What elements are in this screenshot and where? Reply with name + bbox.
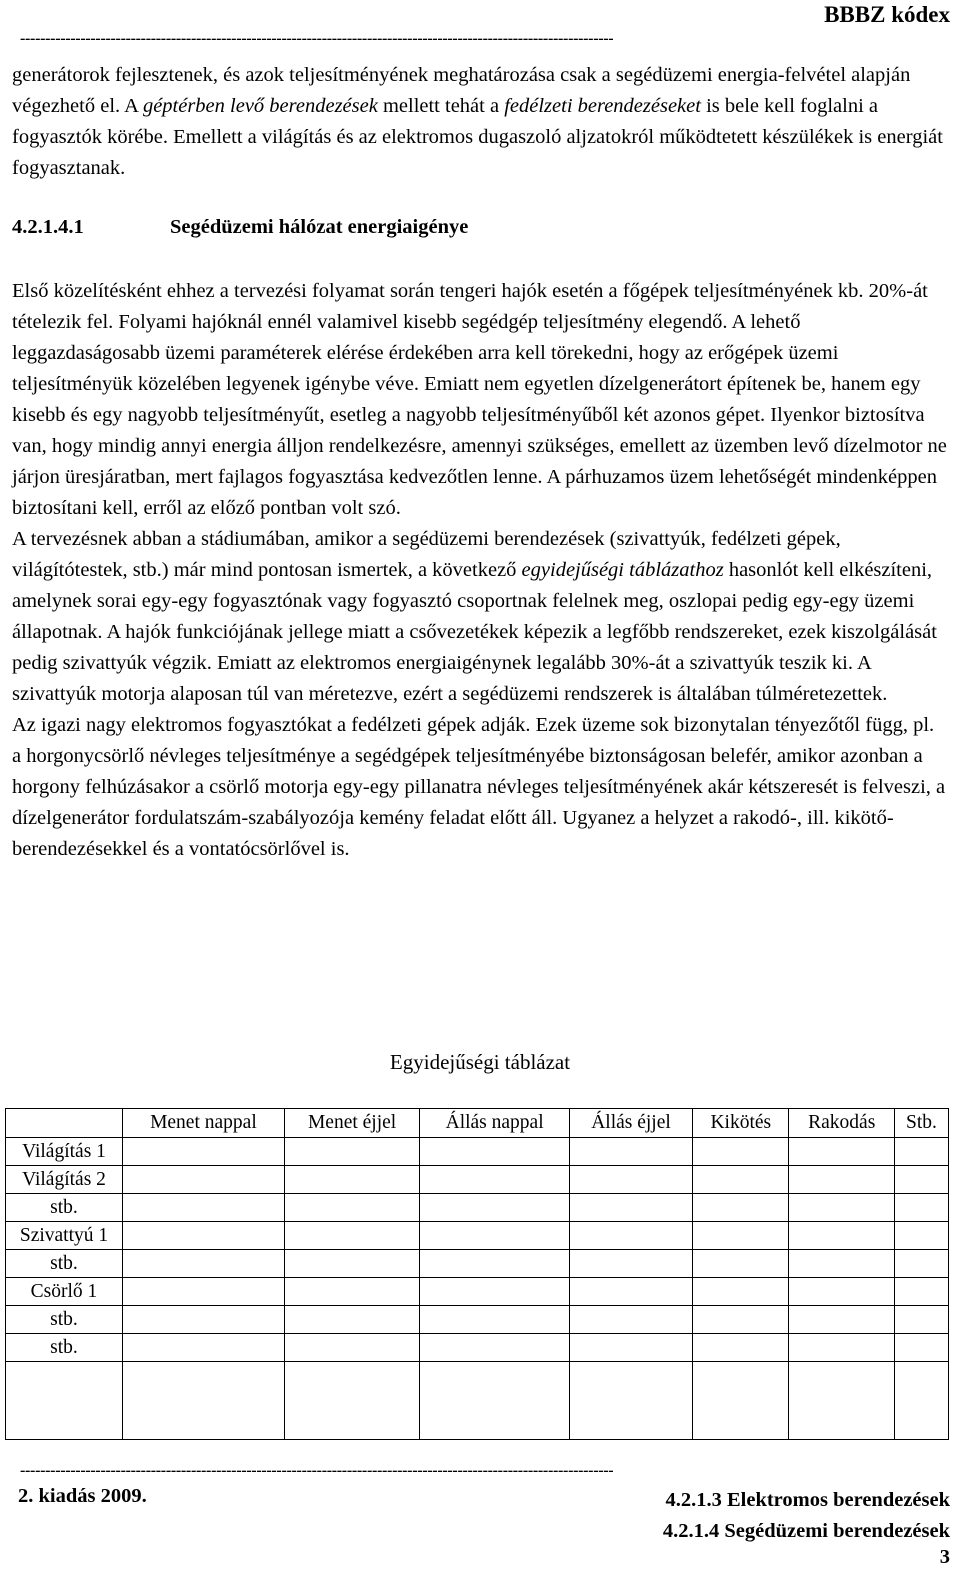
- intro-paragraph: [12, 60, 948, 184]
- table-cell: [420, 1334, 569, 1362]
- table-row: [6, 1166, 949, 1194]
- table-cell: [895, 1362, 949, 1440]
- table-cell: [420, 1166, 569, 1194]
- emphasized-text: géptérben levő berendezések: [142, 95, 378, 117]
- table-cell: [693, 1250, 789, 1278]
- table-cell: [693, 1334, 789, 1362]
- footer-section-2: 4.2.1.4 Segédüzemi berendezések: [662, 1520, 950, 1542]
- table-row: [6, 1138, 949, 1166]
- table-cell: [569, 1306, 692, 1334]
- body-text: [12, 276, 948, 865]
- table-cell: [789, 1306, 895, 1334]
- table-cell: [284, 1334, 420, 1362]
- table-cell: [420, 1306, 569, 1334]
- table-column-header: Kikötés: [693, 1109, 789, 1138]
- section-heading: [12, 216, 468, 239]
- table-cell: [895, 1306, 949, 1334]
- table-cell: [284, 1222, 420, 1250]
- table-cell: [569, 1166, 692, 1194]
- table-header-row: [6, 1109, 949, 1138]
- table-row-label: Világítás 1: [6, 1138, 123, 1166]
- table-cell: [569, 1362, 692, 1440]
- intro-paragraph: [12, 60, 948, 184]
- table-cell: [789, 1194, 895, 1222]
- table-row: [6, 1334, 949, 1362]
- table-row: [6, 1250, 949, 1278]
- table-row-label: Világítás 2: [6, 1166, 123, 1194]
- table-row: [6, 1194, 949, 1222]
- table-cell: [420, 1194, 569, 1222]
- table-cell: [123, 1138, 285, 1166]
- section-title: Segédüzemi hálózat energiaigénye: [170, 216, 469, 238]
- table-cell: [895, 1138, 949, 1166]
- table-cell: [789, 1138, 895, 1166]
- table-cell: [789, 1334, 895, 1362]
- table-title: Egyidejűségi táblázat: [389, 1050, 571, 1074]
- document-code: BBBZ kódex: [824, 2, 950, 27]
- footer-section-1: 4.2.1.3 Elektromos berendezések: [665, 1489, 950, 1511]
- table-row-label: Szivattyú 1: [6, 1222, 123, 1250]
- table-column-header: Állás éjjel: [569, 1109, 692, 1138]
- table-row-label: stb.: [6, 1306, 123, 1334]
- table-cell: [123, 1250, 285, 1278]
- table-cell: [420, 1138, 569, 1166]
- table-cell: [789, 1278, 895, 1306]
- table-cell: [420, 1362, 569, 1440]
- table-row: [6, 1278, 949, 1306]
- edition-label: 2. kiadás 2009.: [18, 1485, 147, 1507]
- table-cell: [569, 1334, 692, 1362]
- text-run: generátorok fejlesztenek, és azok teljesítményének meghatározása csak a segédüzemi energia-felvétel alapján végezhető el. A: [12, 64, 911, 117]
- text-run: Az igazi nagy elektromos fogyasztókat a fedélzeti gépek adják. Ezek üzeme sok bizonytalan tényezőtől függ, pl. a horgonycsörlő névleges teljesítménye a segédgépek teljesítményébe biztonságosan belefér, amikor azonban a horgony felhúzásakor a csörlő motorja egy-egy pillanatra névleges teljesítményének akár kétszeresét is felveszi, a dízelgenerátor fordulatszám-szabályozója kemény feladat előtt áll. Ugyanez a helyzet a rakodó-, ill. kikötő-berendezésekkel és a vontatócsörlővel is.: [12, 714, 946, 860]
- emphasized-text: fedélzeti berendezéseket: [504, 95, 701, 117]
- text-run: hasonlót kell elkészíteni, amelynek sorai egy-egy fogyasztónak vagy fogyasztó csoportnak felelnek meg, oszlopai pedig egy-egy üzemi állapotnak. A hajók funkciójának jellege miatt a csővezetékek képezik a legfőbb rendszereket, ezek kiszolgálását pedig szivattyúk végzik. Emiatt az elektromos energiaigénynek legalább 30%-át a szivattyúk teszik ki. A szivattyúk motorja alaposan túl van méretezve, ezért a segédüzemi rendszerek is általában túlméretezettek.: [12, 559, 937, 705]
- table-cell: [420, 1278, 569, 1306]
- footer-sections: [663, 1485, 950, 1547]
- table-cell: [284, 1306, 420, 1334]
- table-cell: [789, 1250, 895, 1278]
- table-cell: [123, 1278, 285, 1306]
- table-column-header: Rakodás: [789, 1109, 895, 1138]
- table-cell: [6, 1362, 123, 1440]
- body-paragraph: [12, 524, 948, 710]
- table-cell: [420, 1222, 569, 1250]
- table-cell: [569, 1278, 692, 1306]
- table-cell: [123, 1222, 285, 1250]
- table-cell: [284, 1194, 420, 1222]
- table-column-header: Állás nappal: [420, 1109, 569, 1138]
- table-cell: [895, 1334, 949, 1362]
- table-cell: [895, 1166, 949, 1194]
- table-cell: [123, 1166, 285, 1194]
- table-cell: [895, 1222, 949, 1250]
- table-cell: [284, 1278, 420, 1306]
- text-run: mellett tehát a: [377, 95, 505, 117]
- table-row-label: stb.: [6, 1194, 123, 1222]
- table-cell: [284, 1166, 420, 1194]
- table-corner-cell: [6, 1109, 123, 1138]
- simultaneity-table: [5, 1108, 949, 1440]
- table-cell: [569, 1250, 692, 1278]
- table-cell: [693, 1362, 789, 1440]
- body-paragraph: [12, 276, 948, 524]
- table-row: [6, 1306, 949, 1334]
- table-row-label: Csörlő 1: [6, 1278, 123, 1306]
- table-cell: [284, 1362, 420, 1440]
- table-cell: [789, 1222, 895, 1250]
- text-run: is bele kell foglalni a fogyasztók körébe. Emellett a világítás és az elektromos dugaszoló aljzatokról működtetett készülékek is energiát fogyasztanak.: [12, 95, 943, 179]
- table-cell: [693, 1278, 789, 1306]
- table-cell: [693, 1222, 789, 1250]
- table-cell: [693, 1138, 789, 1166]
- table-cell: [789, 1166, 895, 1194]
- table-cell: [895, 1250, 949, 1278]
- table-cell: [789, 1362, 895, 1440]
- table-cell: [569, 1222, 692, 1250]
- section-number: 4.2.1.4.1: [12, 216, 84, 238]
- table-row-label: stb.: [6, 1334, 123, 1362]
- table-empty-row: [6, 1362, 949, 1440]
- table-row-label: stb.: [6, 1250, 123, 1278]
- table-row: [6, 1222, 949, 1250]
- table-cell: [895, 1194, 949, 1222]
- table-cell: [420, 1250, 569, 1278]
- table-cell: [123, 1306, 285, 1334]
- table-cell: [284, 1250, 420, 1278]
- text-run: Első közelítésként ehhez a tervezési folyamat során tengeri hajók esetén a főgépek teljesítményének kb. 20%-át tételezik fel. Folyami hajóknál ennél valamivel kisebb segédgép teljesítmény elegendő. A lehető leggazdaságosabb üzemi paraméterek elérése érdekében arra kell törekedni, hogy az erőgépek üzemi teljesítményük közelében legyenek igénybe véve. Emiatt nem egyetlen dízelgenerátort építenek be, hanem egy kisebb és egy nagyobb teljesítményűt, esetleg a nagyobb teljesítményűből két azonos gépet. Ilyenkor biztosítva van, hogy mindig annyi energia álljon rendelkezésre, amennyi szükséges, emellett az üzemben levő dízelmotor ne járjon üresjáratban, mert fajlagos fogyasztása kedvezőtlen lenne. A párhuzamos üzem lehetőségét mindenképpen biztosítani kell, erről az előző pontban volt szó.: [12, 280, 947, 519]
- table-column-header: Stb.: [895, 1109, 949, 1138]
- table-column-header: Menet éjjel: [284, 1109, 420, 1138]
- emphasized-text: egyidejűségi táblázathoz: [521, 559, 724, 581]
- table-cell: [569, 1194, 692, 1222]
- header-separator: ----------------------------------------------------------------------------------------------------------------------: [20, 30, 614, 47]
- text-run: A tervezésnek abban a stádiumában, amikor a segédüzemi berendezések (szivattyúk, fedélzeti gépek, világítótestek, stb.) már mind pontosan ismertek, a következő: [12, 528, 841, 581]
- footer-separator: ----------------------------------------------------------------------------------------------------------------------: [20, 1462, 614, 1479]
- table-column-header: Menet nappal: [123, 1109, 285, 1138]
- table-cell: [693, 1194, 789, 1222]
- table-cell: [693, 1306, 789, 1334]
- table-cell: [569, 1138, 692, 1166]
- body-paragraph: [12, 710, 948, 865]
- table-cell: [123, 1362, 285, 1440]
- table-cell: [693, 1166, 789, 1194]
- page-number: 3: [939, 1546, 950, 1568]
- table-cell: [123, 1194, 285, 1222]
- table-cell: [123, 1334, 285, 1362]
- table-cell: [284, 1138, 420, 1166]
- table-cell: [895, 1278, 949, 1306]
